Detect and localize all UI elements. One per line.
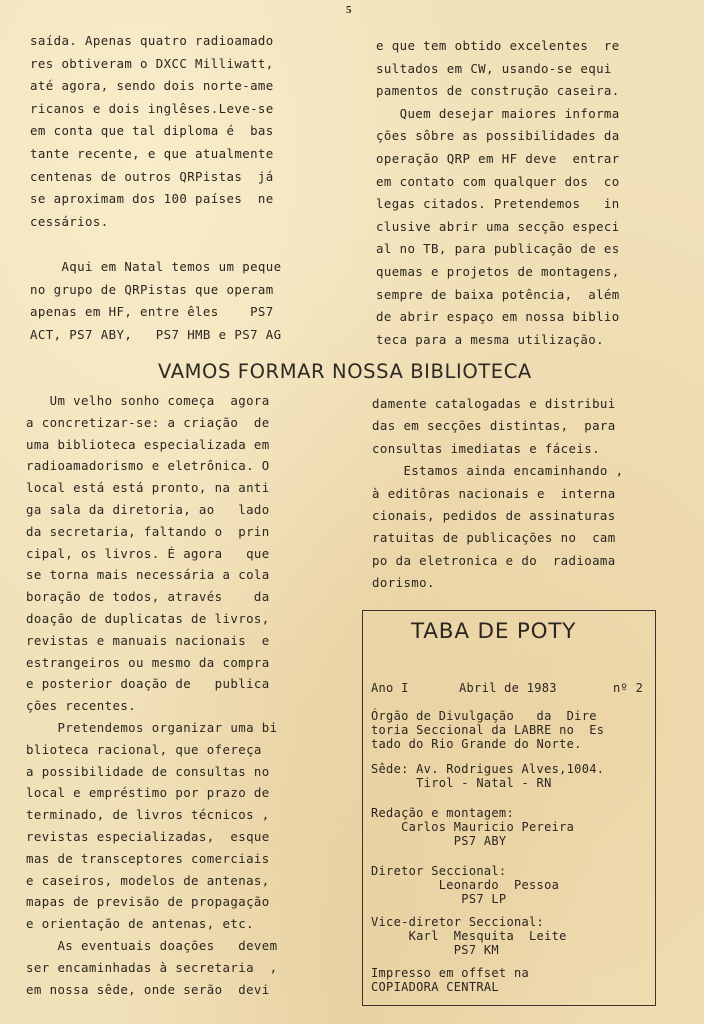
text-line: radioamadorismo e eletrônica. O xyxy=(26,458,270,474)
text-line: se aproximam dos 100 países ne xyxy=(30,191,274,207)
text-line: no grupo de QRPistas que operam xyxy=(30,281,274,297)
text-line: e caseiros, modelos de antenas, xyxy=(26,872,270,888)
text-line: damente catalogadas e distribui xyxy=(372,396,616,411)
text-line: da secretaria, faltando o prin xyxy=(26,523,270,539)
editor-callsign: PS7 ABY xyxy=(371,834,507,848)
text-line: ções sôbre as possibilidades da xyxy=(376,128,620,144)
text-line: operação QRP em HF deve entrar xyxy=(376,150,620,166)
text-line: uma biblioteca especializada em xyxy=(26,436,270,452)
text-line: Estamos ainda encaminhando , xyxy=(372,463,624,479)
printing-line: COPIADORA CENTRAL xyxy=(371,980,499,994)
article-column-top-left xyxy=(30,30,320,346)
text-line: se torna mais necessária a cola xyxy=(26,567,270,583)
text-line: ratuitas de publicações no cam xyxy=(372,530,616,546)
text-line: e que tem obtido excelentes re xyxy=(376,38,620,53)
text-line: ACT, PS7 ABY, PS7 HMB e PS7 AG xyxy=(30,326,282,342)
text-line: de abrir espaço em nossa biblio xyxy=(376,309,620,325)
text-line: estrangeiros ou mesmo da compra xyxy=(26,654,270,670)
issue-date: Abril de 1983 xyxy=(459,681,557,695)
text-line: po da eletronica e do radioama xyxy=(372,552,616,568)
text-line: apenas em HF, entre êles PS7 xyxy=(30,304,274,320)
organ-line: tado do Rio Grande do Norte. xyxy=(371,737,582,751)
editor-name: Carlos Mauricio Pereira xyxy=(371,820,575,834)
text-line: revistas especializadas, esque xyxy=(26,828,270,844)
text-line: a concretizar-se: a criação de xyxy=(26,414,270,430)
text-line: blioteca racional, que ofereça xyxy=(26,741,262,757)
text-line: local e empréstimo por prazo de xyxy=(26,785,270,801)
text-line: revistas e manuais nacionais e xyxy=(26,632,270,648)
text-line: dorismo. xyxy=(372,575,435,591)
text-line: cionais, pedidos de assinaturas xyxy=(372,508,616,524)
address-line: Tirol - Natal - RN xyxy=(371,776,552,790)
text-line: doação de duplicatas de livros, xyxy=(26,610,270,626)
text-line: até agora, sendo dois norte-ame xyxy=(30,78,274,94)
text-line: cessários. xyxy=(30,213,109,229)
director-name: Leonardo Pessoa xyxy=(371,878,560,892)
text-line: tante recente, e que atualmente xyxy=(30,145,274,161)
vice-director-label: Vice-diretor Seccional: xyxy=(371,915,545,929)
newsletter-title: TABA DE POTY xyxy=(411,619,577,644)
page-number: 5 xyxy=(346,4,352,16)
vice-director-name: Karl Mesquita Leite xyxy=(371,929,567,943)
vice-director-callsign: PS7 KM xyxy=(371,943,499,957)
text-line: ser encaminhadas à secretaria , xyxy=(26,959,278,975)
director-callsign: PS7 LP xyxy=(371,892,507,906)
text-line: boração de todos, através da xyxy=(26,589,270,605)
text-line: em nossa sêde, onde serão devi xyxy=(26,981,270,997)
text-line: ga sala da diretoria, ao lado xyxy=(26,501,270,517)
text-line xyxy=(30,233,320,256)
article-column-bottom-right xyxy=(372,393,668,595)
director-label: Diretor Seccional: xyxy=(371,864,507,878)
text-line: sultados em CW, usando-se equi xyxy=(376,60,612,76)
text-line: As eventuais doações devem xyxy=(26,937,278,953)
text-line: ções recentes. xyxy=(26,698,137,714)
section-heading: VAMOS FORMAR NOSSA BIBLIOTECA xyxy=(158,360,532,383)
text-line: e posterior doação de publica xyxy=(26,676,270,692)
text-line: saída. Apenas quatro radioamado xyxy=(30,33,274,48)
text-line: a possibilidade de consultas no xyxy=(26,763,270,779)
text-line: legas citados. Pretendemos in xyxy=(376,196,620,212)
text-line: consultas imediatas e fáceis. xyxy=(372,440,600,456)
organ-line: toria Seccional da LABRE no Es xyxy=(371,723,605,737)
text-line: mapas de previsão de propagação xyxy=(26,894,270,910)
text-line: local está está pronto, na anti xyxy=(26,480,270,496)
text-line: das em secções distintas, para xyxy=(372,418,616,434)
printing-line: Impresso em offset na xyxy=(371,966,530,980)
text-line: terminado, de livros técnicos , xyxy=(26,807,270,823)
text-line: à editôras nacionais e interna xyxy=(372,485,616,501)
text-line: centenas de outros QRPistas já xyxy=(30,168,274,184)
text-line: ricanos e dois inglêses.Leve-se xyxy=(30,100,274,116)
issue-number: nº 2 xyxy=(613,681,644,695)
article-column-top-right xyxy=(376,35,672,351)
article-column-bottom-left xyxy=(26,390,326,1000)
text-line: Um velho sonho começa agora xyxy=(26,393,270,408)
text-line: teca para a mesma utilização. xyxy=(376,331,604,347)
text-line: pamentos de construção caseira. xyxy=(376,83,620,99)
organ-line: Órgão de Divulgação da Dire xyxy=(371,709,597,723)
text-line: Quem desejar maiores informa xyxy=(376,105,620,121)
text-line: Pretendemos organizar uma bi xyxy=(26,719,278,735)
text-line: quemas e projetos de montagens, xyxy=(376,263,620,279)
text-line: Aqui em Natal temos um peque xyxy=(30,258,282,274)
text-line: res obtiveram o DXCC Milliwatt, xyxy=(30,55,274,71)
masthead-box xyxy=(362,610,656,1006)
text-line: em contato com qualquer dos co xyxy=(376,173,620,189)
text-line: e orientação de antenas, etc. xyxy=(26,916,254,932)
text-line: al no TB, para publicação de es xyxy=(376,241,620,257)
volume-label: Ano I xyxy=(371,681,409,695)
text-line: clusive abrir uma secção especi xyxy=(376,218,620,234)
text-line: sempre de baixa potência, além xyxy=(376,286,620,302)
address-line: Sêde: Av. Rodrigues Alves,1004. xyxy=(371,762,605,776)
text-line: cipal, os livros. É agora que xyxy=(26,545,270,561)
editing-label: Redação e montagem: xyxy=(371,806,514,820)
text-line: em conta que tal diploma é bas xyxy=(30,123,274,139)
text-line: mas de transceptores comerciais xyxy=(26,850,270,866)
